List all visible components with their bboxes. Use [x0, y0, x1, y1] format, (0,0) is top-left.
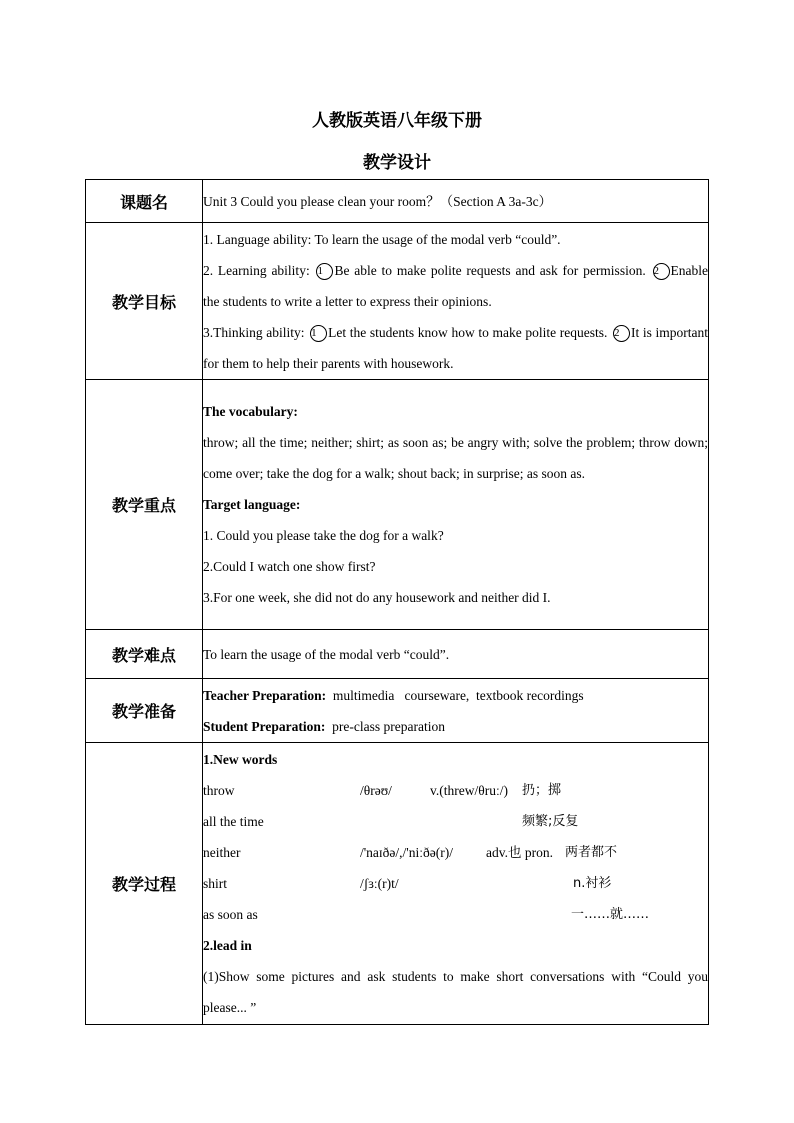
- objective-thinking-label: 3.Thinking ability:: [203, 324, 309, 340]
- word-pos: adv.也 pron.: [486, 845, 553, 860]
- word-row: [203, 868, 708, 899]
- circled-number: 2: [613, 325, 630, 342]
- word-meaning: 一……就……: [571, 907, 650, 922]
- word-row: [203, 775, 708, 806]
- topic-label: 课题名: [86, 180, 203, 223]
- preparation-label: 教学准备: [86, 679, 203, 743]
- new-words-heading: 1.New words: [203, 752, 278, 767]
- word-row: [203, 899, 708, 930]
- student-preparation-label: Student Preparation:: [203, 718, 326, 734]
- vocabulary-heading: The vocabulary:: [203, 404, 298, 419]
- word-meaning: n.衬衫: [573, 876, 612, 891]
- key-points-label: 教学重点: [86, 380, 203, 630]
- teacher-preparation-text: multimedia courseware, textbook recordings: [326, 687, 584, 703]
- objective-learning-text-2: Enable the students to write a letter to express their opinions.: [203, 262, 708, 309]
- word-phonetic: /ʃɜː(r)t/: [360, 876, 399, 891]
- target-sentence-3: 3.For one week, she did not do any housework and neither did I.: [203, 590, 551, 605]
- topic-text: Unit 3 Could you please clean your room？（Section A 3a-3c）: [203, 193, 553, 209]
- target-sentence-2: 2.Could I watch one show first?: [203, 559, 376, 574]
- row-preparation: [86, 679, 709, 743]
- topic-cell: [203, 180, 709, 223]
- circled-number: 2: [653, 263, 670, 280]
- circled-number: 1: [310, 325, 327, 342]
- difficulties-cell: [203, 630, 709, 679]
- teacher-preparation-label: Teacher Preparation:: [203, 687, 327, 703]
- row-topic: [86, 180, 709, 223]
- lead-in-text: (1)Show some pictures and ask students to make short conversations with “Could you please... ”: [203, 969, 708, 1015]
- row-key-points: [86, 380, 709, 630]
- word-phonetic: /θrəʊ/: [360, 783, 392, 798]
- word: neither: [203, 845, 241, 860]
- word-phonetic: /'naɪðə/,/'niːðə(r)/: [360, 845, 453, 860]
- target-language-heading: Target language:: [203, 497, 301, 512]
- objective-learning-label: 2. Learning ability:: [203, 262, 315, 278]
- student-preparation-text: pre-class preparation: [325, 718, 445, 734]
- document-subtitle: 教学设计: [363, 153, 431, 173]
- word-meaning: 扔；掷: [522, 783, 562, 798]
- row-process: [86, 743, 709, 1025]
- key-points-cell: [203, 380, 709, 630]
- word-meaning: 两者都不: [565, 845, 618, 860]
- objective-thinking-text-2: It is important for them to help their parents with housework.: [203, 324, 709, 371]
- difficulties-text: To learn the usage of the modal verb “could”.: [203, 646, 450, 662]
- row-difficulties: [86, 630, 709, 679]
- objective-learning-text-1: Be able to make polite requests and ask for permission.: [334, 262, 651, 278]
- process-label: 教学过程: [86, 743, 203, 1025]
- word-pos: v.(threw/θruː/): [430, 783, 508, 798]
- lesson-plan-table: [85, 179, 709, 1025]
- process-cell: [203, 743, 709, 1025]
- document-title: 人教版英语八年级下册: [312, 111, 482, 131]
- row-objectives: [86, 223, 709, 380]
- lead-in-heading: 2.lead in: [203, 938, 252, 953]
- word-meaning: 频繁;反复: [522, 814, 579, 829]
- difficulties-label: 教学难点: [86, 630, 203, 679]
- objective-thinking: [203, 317, 708, 379]
- objective-language: 1. Language ability: To learn the usage of the modal verb “could”.: [203, 231, 561, 247]
- student-preparation: [203, 711, 708, 742]
- word-row: [203, 837, 708, 868]
- word: shirt: [203, 876, 228, 891]
- objectives-cell: [203, 223, 709, 380]
- vocabulary-text: throw; all the time; neither; shirt; as soon as; be angry with; solve the problem; throw down; come over; take the dog for a walk; shout back; in surprise; as soon as.: [203, 435, 708, 481]
- objectives-label: 教学目标: [86, 223, 203, 380]
- teacher-preparation: [203, 680, 708, 711]
- circled-number: 1: [316, 263, 333, 280]
- objective-thinking-text-1: Let the students know how to make polite requests.: [328, 324, 611, 340]
- objective-learning: [203, 255, 708, 317]
- word: all the time: [203, 814, 264, 829]
- word: throw: [203, 783, 235, 798]
- word-row: [203, 806, 708, 837]
- word: as soon as: [203, 907, 258, 922]
- preparation-cell: [203, 679, 709, 743]
- target-sentence-1: 1. Could you please take the dog for a walk?: [203, 528, 444, 543]
